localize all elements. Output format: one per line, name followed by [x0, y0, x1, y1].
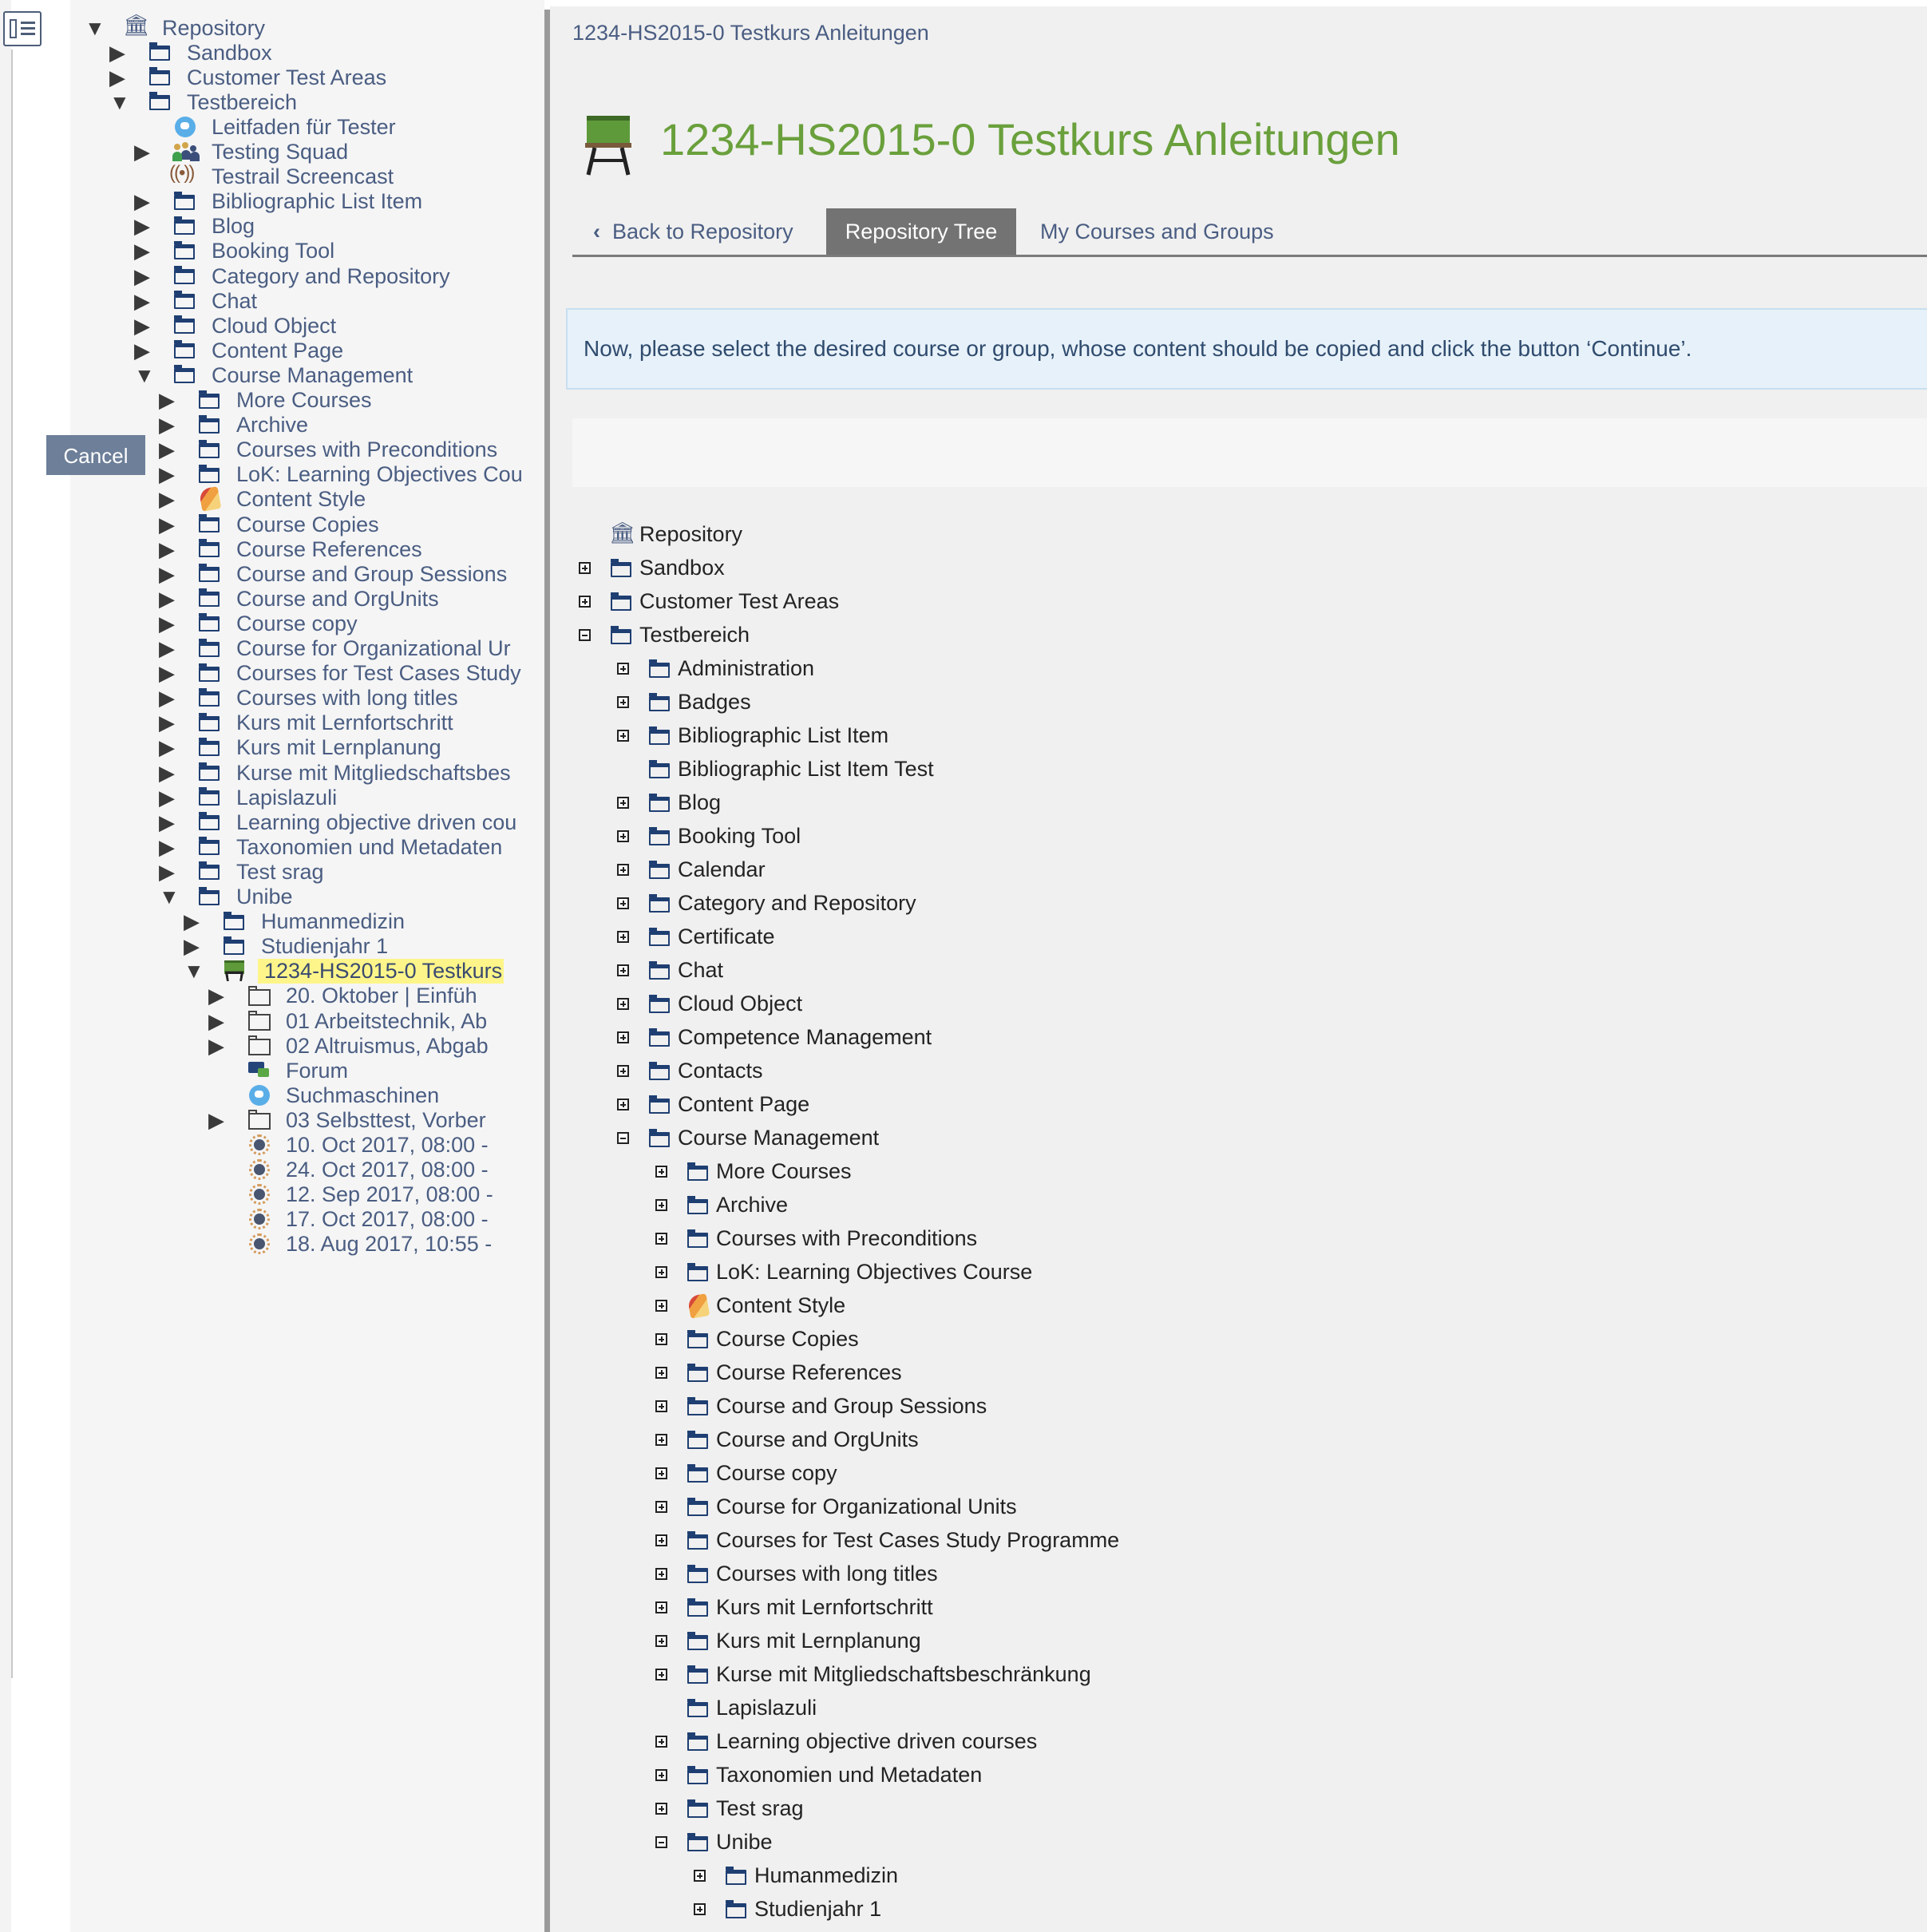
copy-tree-item[interactable] — [617, 921, 775, 952]
copy-tree-item-label[interactable]: Chat — [678, 957, 724, 982]
copy-tree-item[interactable] — [617, 988, 802, 1019]
copy-tree-item-label[interactable]: Course copy — [716, 1460, 837, 1485]
caret-down-icon[interactable]: ▼ — [85, 15, 105, 40]
caret-right-icon[interactable]: ▶ — [208, 1008, 224, 1033]
copy-tree-item-label[interactable]: Archive — [716, 1192, 789, 1217]
tree-item-label[interactable]: Archive — [236, 413, 309, 437]
folder-icon — [724, 1863, 748, 1887]
tree-item-label[interactable]: 02 Altruismus, Abgab — [286, 1033, 489, 1058]
folder-icon — [686, 1662, 710, 1686]
copy-tree-item[interactable] — [655, 1793, 804, 1823]
tree-item-label[interactable]: Bibliographic List Item — [212, 189, 423, 214]
folder-icon — [647, 1092, 671, 1116]
expand-icon[interactable] — [655, 1635, 667, 1647]
caret-right-icon[interactable]: ▶ — [159, 760, 175, 785]
copy-tree-item[interactable] — [617, 720, 888, 750]
tree-item-label[interactable]: 20. Oktober | Einfüh — [286, 984, 477, 1008]
copy-tree-item-label[interactable]: Test srag — [716, 1795, 804, 1820]
folder-icon — [686, 1394, 710, 1418]
copy-tree-item[interactable] — [617, 687, 751, 717]
folder-icon — [647, 924, 671, 948]
tree-item-label[interactable]: More Courses — [236, 388, 372, 412]
folder-icon — [686, 1461, 710, 1485]
folder-icon — [686, 1528, 710, 1552]
caret-right-icon[interactable]: ▶ — [134, 313, 150, 338]
expand-icon[interactable] — [655, 1333, 667, 1345]
tree-item-label[interactable]: Testing Squad — [212, 140, 349, 164]
copy-tree-item-label[interactable]: Studienjahr 1 — [754, 1896, 882, 1921]
caret-right-icon[interactable]: ▶ — [134, 189, 150, 214]
copy-tree-item[interactable] — [655, 1357, 902, 1388]
caret-right-icon[interactable]: ▶ — [208, 984, 224, 1008]
tree-item-label[interactable]: Content Style — [236, 487, 366, 512]
caret-right-icon[interactable]: ▶ — [159, 586, 175, 611]
copy-tree-item-label[interactable]: Bibliographic List Item Test — [678, 756, 934, 781]
tree-item-label[interactable]: Courses with Preconditions — [236, 437, 498, 462]
expand-icon[interactable] — [617, 864, 629, 876]
caret-right-icon[interactable]: ▶ — [159, 859, 175, 884]
tab-label: Back to Repository — [612, 220, 793, 243]
caret-right-icon[interactable]: ▶ — [159, 810, 175, 834]
tree-item-label[interactable]: Suchmaschinen — [286, 1083, 440, 1107]
tab-back-to-repository[interactable] — [593, 208, 793, 255]
expand-icon[interactable] — [655, 1467, 667, 1479]
caret-right-icon[interactable]: ▶ — [134, 338, 150, 362]
copy-tree-item-label[interactable]: Repository — [639, 521, 743, 546]
copy-tree-item[interactable] — [655, 1391, 987, 1421]
copy-tree-item-label[interactable]: Course and OrgUnits — [716, 1427, 919, 1451]
expand-icon[interactable] — [655, 1434, 667, 1446]
expand-icon[interactable] — [655, 1803, 667, 1815]
folder-icon — [647, 790, 671, 814]
folder-icon — [686, 1696, 710, 1720]
folder-icon — [686, 1629, 710, 1653]
caret-right-icon[interactable]: ▶ — [159, 661, 175, 686]
folder-icon — [686, 1226, 710, 1250]
folder-icon — [724, 1897, 748, 1921]
folder-icon — [686, 1562, 710, 1586]
tree-item-label[interactable]: Kurs mit Lernfortschritt — [236, 711, 453, 735]
caret-right-icon[interactable]: ▶ — [159, 561, 175, 586]
expand-icon[interactable] — [617, 964, 629, 976]
session-icon — [247, 1231, 283, 1258]
copy-tree-item[interactable] — [579, 620, 750, 650]
tree-item-label[interactable]: Test srag — [236, 859, 324, 884]
folder-icon — [686, 1729, 710, 1753]
caret-right-icon[interactable]: ▶ — [134, 214, 150, 239]
tree-item-label[interactable]: Testrail Screencast — [212, 164, 394, 189]
copy-tree-item-label[interactable]: Humanmedizin — [754, 1863, 899, 1887]
caret-right-icon[interactable]: ▶ — [159, 735, 175, 760]
copy-tree-item-label[interactable]: Testbereich — [639, 622, 750, 647]
tab-repository-tree[interactable] — [826, 208, 1016, 255]
expand-icon[interactable] — [655, 1769, 667, 1781]
tree-item-label[interactable]: Forum — [286, 1058, 349, 1083]
chevron-left-icon: ‹ — [593, 220, 600, 243]
caret-right-icon[interactable]: ▶ — [159, 711, 175, 735]
strip-divider — [11, 49, 13, 1678]
toolbar — [572, 418, 1927, 487]
expand-icon[interactable] — [655, 1669, 667, 1681]
tree-item-label[interactable]: Course copy — [236, 611, 358, 635]
tree-item-label[interactable]: Chat — [212, 288, 258, 313]
expand-icon[interactable] — [617, 696, 629, 708]
copy-tree-item-label[interactable]: Blog — [678, 790, 722, 814]
caret-right-icon[interactable]: ▶ — [159, 834, 175, 859]
copy-tree-item-label[interactable]: Booking Tool — [678, 823, 801, 848]
folder-icon — [647, 656, 671, 680]
copy-tree-item[interactable] — [694, 1860, 898, 1890]
caret-right-icon[interactable]: ▶ — [109, 40, 125, 65]
copy-tree-item[interactable] — [655, 1827, 773, 1857]
tree-item-label[interactable]: Kurs mit Lernplanung — [236, 735, 441, 760]
copy-tree-item-label[interactable]: Courses for Test Cases Study Programme — [716, 1527, 1120, 1552]
expand-icon[interactable] — [694, 1870, 706, 1882]
copy-tree-item-label[interactable]: LoK: Learning Objectives Course — [716, 1259, 1033, 1284]
tree-item-label[interactable]: Learning objective driven cou — [236, 810, 517, 834]
caret-right-icon[interactable]: ▶ — [159, 487, 175, 512]
tree-item-label[interactable]: 01 Arbeitstechnik, Ab — [286, 1008, 488, 1033]
copy-tree-item-label[interactable]: Cloud Object — [678, 991, 803, 1015]
tree-item-label[interactable]: LoK: Learning Objectives Cou — [236, 462, 523, 487]
copy-tree-item[interactable] — [655, 1558, 938, 1589]
tree-item-label[interactable]: Unibe — [236, 885, 293, 909]
folder-icon — [647, 958, 671, 982]
copy-tree-item[interactable] — [655, 1324, 859, 1354]
copy-tree-item[interactable] — [655, 1257, 1032, 1287]
caret-right-icon[interactable]: ▶ — [134, 140, 150, 164]
caret-right-icon[interactable]: ▶ — [159, 512, 175, 536]
folder-icon — [609, 623, 633, 647]
copy-tree-item[interactable] — [655, 1491, 1017, 1522]
tree-item-label[interactable]: 10. Oct 2017, 08:00 - — [286, 1133, 489, 1157]
copy-tree-item[interactable] — [655, 1726, 1037, 1756]
copy-tree-item[interactable] — [617, 787, 721, 818]
expand-icon[interactable] — [617, 730, 629, 742]
copy-tree-item-label[interactable]: Kurs mit Lernfortschritt — [716, 1594, 933, 1619]
copy-tree-item-label[interactable]: More Courses — [716, 1158, 852, 1183]
tree-item-label[interactable]: Category and Repository — [212, 263, 450, 288]
caret-down-icon[interactable]: ▼ — [134, 362, 155, 387]
repository-slate-tree — [70, 0, 544, 1932]
slate-resize-handle[interactable] — [544, 10, 550, 1932]
expand-icon[interactable] — [617, 830, 629, 842]
expand-icon[interactable] — [694, 1903, 706, 1915]
copy-tree-item[interactable] — [617, 821, 801, 851]
tree-item-label[interactable]: Course and OrgUnits — [236, 586, 439, 611]
expand-icon[interactable] — [655, 1568, 667, 1580]
caret-right-icon[interactable]: ▶ — [208, 1033, 224, 1058]
main-content — [550, 0, 1927, 1932]
collapse-icon[interactable] — [579, 629, 591, 641]
copy-tree-item-label[interactable]: Bibliographic List Item — [678, 723, 889, 747]
content-style-icon — [686, 1293, 710, 1317]
expand-icon[interactable] — [655, 1501, 667, 1513]
tree-item-label[interactable]: Kurse mit Mitgliedschaftsbes — [236, 760, 511, 785]
folder-icon — [686, 1193, 710, 1217]
tree-item-label[interactable]: Lapislazuli — [236, 785, 338, 810]
folder-icon — [609, 556, 633, 580]
tree-item-label[interactable]: 18. Aug 2017, 10:55 - — [286, 1232, 493, 1257]
copy-tree-item-label[interactable]: Category and Repository — [678, 890, 916, 915]
expand-icon[interactable] — [655, 1300, 667, 1312]
folder-icon — [686, 1360, 710, 1384]
copy-tree-item-label[interactable]: Kurs mit Lernplanung — [716, 1628, 921, 1653]
copy-tree-item-label[interactable]: Content Style — [716, 1293, 846, 1317]
caret-right-icon[interactable]: ▶ — [134, 288, 150, 313]
copy-tree-item-label[interactable]: Course for Organizational Units — [716, 1494, 1017, 1518]
copy-tree-item-label[interactable]: Customer Test Areas — [639, 588, 840, 613]
spacer — [617, 763, 629, 775]
tree-item-label[interactable]: Taxonomien und Metadaten — [236, 834, 503, 859]
tree-item-label[interactable]: Content Page — [212, 338, 344, 362]
caret-right-icon[interactable]: ▶ — [184, 934, 200, 959]
folder-icon — [647, 1059, 671, 1083]
expand-icon[interactable] — [617, 1031, 629, 1043]
caret-right-icon[interactable]: ▶ — [159, 462, 175, 487]
expand-icon[interactable] — [655, 1199, 667, 1211]
tree-item-label[interactable]: Cloud Object — [212, 313, 337, 338]
expand-icon[interactable] — [655, 1400, 667, 1412]
tree-item-label[interactable]: Course References — [236, 536, 422, 561]
copy-tree-item-label[interactable]: Learning objective driven courses — [716, 1728, 1038, 1753]
copy-tree-item[interactable] — [655, 1659, 1091, 1689]
copy-tree-item[interactable] — [617, 955, 723, 985]
expand-icon[interactable] — [655, 1534, 667, 1546]
expand-icon[interactable] — [655, 1736, 667, 1748]
copy-tree-item-label[interactable]: Contacts — [678, 1058, 763, 1083]
folder-icon — [686, 1830, 710, 1854]
copy-tree-item-label[interactable]: Courses with Preconditions — [716, 1225, 978, 1250]
collapse-icon[interactable] — [617, 1132, 629, 1144]
expand-icon[interactable] — [617, 663, 629, 675]
expand-icon[interactable] — [655, 1601, 667, 1613]
copy-tree-item-label[interactable]: Badges — [678, 689, 751, 714]
tab-label: Repository Tree — [845, 220, 998, 243]
info-message: Now, please select the desired course or group, whose content should be copied and click the button ‘Continue’. — [566, 308, 1927, 390]
folder-icon — [647, 857, 671, 881]
caret-down-icon[interactable]: ▼ — [159, 885, 180, 909]
tree-item-label[interactable]: 12. Sep 2017, 08:00 - — [286, 1182, 493, 1207]
tree-item-label[interactable]: Course and Group Sessions — [236, 561, 508, 586]
copy-tree-item-label[interactable]: Certificate — [678, 924, 775, 948]
copy-tree-item[interactable] — [617, 854, 766, 885]
copy-tree-item[interactable] — [617, 653, 814, 683]
tree-item-label[interactable]: Courses with long titles — [236, 686, 458, 711]
tree-item-label[interactable]: Course for Organizational Ur — [236, 636, 511, 660]
copy-tree-item[interactable] — [579, 586, 839, 616]
copy-tree-item[interactable] — [579, 552, 725, 583]
copy-tree-item[interactable] — [617, 888, 916, 918]
caret-right-icon[interactable]: ▶ — [159, 413, 175, 437]
tab-my-courses-and-groups[interactable] — [1040, 208, 1274, 255]
tree-item-label[interactable]: 1234-HS2015-0 Testkurs — [258, 959, 504, 984]
folder-icon — [686, 1796, 710, 1820]
spacer — [655, 1702, 667, 1714]
caret-right-icon[interactable]: ▶ — [208, 1107, 224, 1132]
copy-tree-item-label[interactable]: Course References — [716, 1360, 902, 1384]
copy-tree-item-label[interactable]: Unibe — [716, 1829, 773, 1854]
tree-item-label[interactable]: Course Management — [212, 362, 413, 387]
copy-tree-item-label[interactable]: Administration — [678, 655, 815, 680]
tab-bar — [572, 208, 1927, 257]
caret-right-icon[interactable]: ▶ — [159, 636, 175, 660]
caret-right-icon[interactable]: ▶ — [159, 437, 175, 462]
copy-tree-item-label[interactable]: Content Page — [678, 1091, 810, 1116]
tree-item-label[interactable]: Courses for Test Cases Study — [236, 661, 521, 686]
folder-icon — [647, 992, 671, 1015]
copy-tree-item-label[interactable]: Course and Group Sessions — [716, 1393, 987, 1418]
expand-icon[interactable] — [617, 1065, 629, 1077]
tree-item-label[interactable]: Leitfaden für Tester — [212, 114, 396, 139]
copy-tree-item[interactable] — [655, 1760, 982, 1790]
copy-tree-item-label[interactable]: Taxonomien und Metadaten — [716, 1762, 983, 1787]
copy-tree-item[interactable] — [655, 1424, 919, 1455]
copy-tree-item[interactable] — [655, 1290, 845, 1320]
page-title: 1234-HS2015-0 Testkurs Anleitungen — [660, 114, 1400, 164]
copy-tree-item-label[interactable]: Course Management — [678, 1125, 880, 1150]
tree-item-label[interactable]: Humanmedizin — [261, 909, 406, 934]
expand-icon[interactable] — [617, 931, 629, 943]
copy-tree-item[interactable] — [579, 519, 742, 549]
tree-item-label[interactable]: 03 Selbsttest, Vorber — [286, 1107, 486, 1132]
caret-right-icon[interactable]: ▶ — [184, 909, 200, 934]
tab-label: My Courses and Groups — [1040, 220, 1274, 243]
tree-item-label[interactable]: Repository — [162, 15, 266, 40]
expand-icon[interactable] — [655, 1367, 667, 1379]
folder-icon — [686, 1159, 710, 1183]
copy-tree-item[interactable] — [617, 754, 934, 784]
caret-right-icon[interactable]: ▶ — [159, 785, 175, 810]
copy-tree-item[interactable] — [655, 1592, 933, 1622]
expand-icon[interactable] — [655, 1166, 667, 1178]
folder-icon — [686, 1595, 710, 1619]
spacer — [579, 529, 591, 540]
top-band — [550, 0, 1927, 6]
tree-item-label[interactable]: 17. Oct 2017, 08:00 - — [286, 1207, 489, 1232]
folder-icon — [647, 1126, 671, 1150]
folder-icon — [686, 1327, 710, 1351]
expand-icon[interactable] — [579, 596, 591, 608]
course-icon — [585, 116, 631, 176]
folder-icon — [686, 1763, 710, 1787]
collapse-icon[interactable] — [655, 1836, 667, 1848]
expand-icon[interactable] — [655, 1233, 667, 1245]
repository-icon — [609, 522, 633, 546]
expand-icon[interactable] — [617, 1099, 629, 1111]
expand-icon[interactable] — [617, 797, 629, 809]
tree-item-label[interactable]: Booking Tool — [212, 239, 335, 263]
expand-icon[interactable] — [579, 562, 591, 574]
copy-tree-item-label[interactable]: Course Copies — [716, 1326, 859, 1351]
caret-right-icon[interactable]: ▶ — [109, 65, 125, 89]
copy-tree-item[interactable] — [655, 1156, 852, 1186]
caret-down-icon[interactable]: ▼ — [109, 89, 130, 114]
expand-icon[interactable] — [617, 998, 629, 1010]
copy-tree-item[interactable] — [617, 1089, 809, 1119]
caret-right-icon[interactable]: ▶ — [159, 611, 175, 635]
copy-tree-item[interactable] — [655, 1625, 921, 1656]
tree-item-label[interactable]: Testbereich — [187, 89, 298, 114]
tree-item-label[interactable]: Sandbox — [187, 40, 272, 65]
copy-tree-item[interactable] — [655, 1525, 1119, 1555]
caret-right-icon[interactable]: ▶ — [134, 239, 150, 263]
copy-tree-item[interactable] — [694, 1894, 881, 1924]
folder-icon — [647, 757, 671, 781]
copy-tree-item[interactable] — [617, 1022, 932, 1052]
folder-icon — [647, 891, 671, 915]
folder-icon — [686, 1260, 710, 1284]
copy-tree-item[interactable] — [655, 1223, 977, 1253]
caret-right-icon[interactable]: ▶ — [159, 536, 175, 561]
folder-icon — [647, 824, 671, 848]
copy-tree-item-label[interactable]: Competence Management — [678, 1024, 932, 1049]
expand-icon[interactable] — [655, 1266, 667, 1278]
copy-tree-item-label[interactable]: Calendar — [678, 857, 766, 881]
copy-tree-item-label[interactable]: Courses with long titles — [716, 1561, 938, 1586]
copy-tree-item[interactable] — [655, 1458, 837, 1488]
expand-icon[interactable] — [617, 897, 629, 909]
tree-item-label[interactable]: Blog — [212, 214, 255, 239]
breadcrumb[interactable]: 1234-HS2015-0 Testkurs Anleitungen — [572, 21, 929, 45]
caret-down-icon[interactable]: ▼ — [184, 959, 204, 984]
copy-tree-item[interactable] — [617, 1122, 879, 1153]
tree-item-label[interactable]: Studienjahr 1 — [261, 934, 389, 959]
folder-icon — [647, 690, 671, 714]
toggle-tree-icon[interactable] — [3, 11, 42, 46]
tree-item-label[interactable]: Course Copies — [236, 512, 379, 536]
folder-icon — [686, 1427, 710, 1451]
folder-icon — [609, 589, 633, 613]
folder-icon — [647, 723, 671, 747]
tree-item[interactable] — [208, 1228, 492, 1261]
copy-tree-item[interactable] — [655, 1190, 788, 1220]
folder-icon — [686, 1495, 710, 1518]
cancel-button[interactable]: Cancel — [46, 435, 145, 475]
tree-item-label[interactable]: Customer Test Areas — [187, 65, 387, 89]
copy-tree-item[interactable] — [617, 1055, 763, 1086]
left-edge-strip — [0, 0, 11, 1932]
copy-tree-item[interactable] — [655, 1692, 817, 1723]
folder-icon — [647, 1025, 671, 1049]
caret-right-icon[interactable]: ▶ — [159, 686, 175, 711]
copy-tree-item-label[interactable]: Sandbox — [639, 555, 725, 580]
caret-right-icon[interactable]: ▶ — [159, 388, 175, 412]
copy-tree-item-label[interactable]: Kurse mit Mitgliedschaftsbeschränkung — [716, 1661, 1091, 1686]
tree-item-label[interactable]: 24. Oct 2017, 08:00 - — [286, 1158, 489, 1182]
copy-tree-item-label[interactable]: Lapislazuli — [716, 1695, 817, 1720]
caret-right-icon[interactable]: ▶ — [134, 263, 150, 288]
